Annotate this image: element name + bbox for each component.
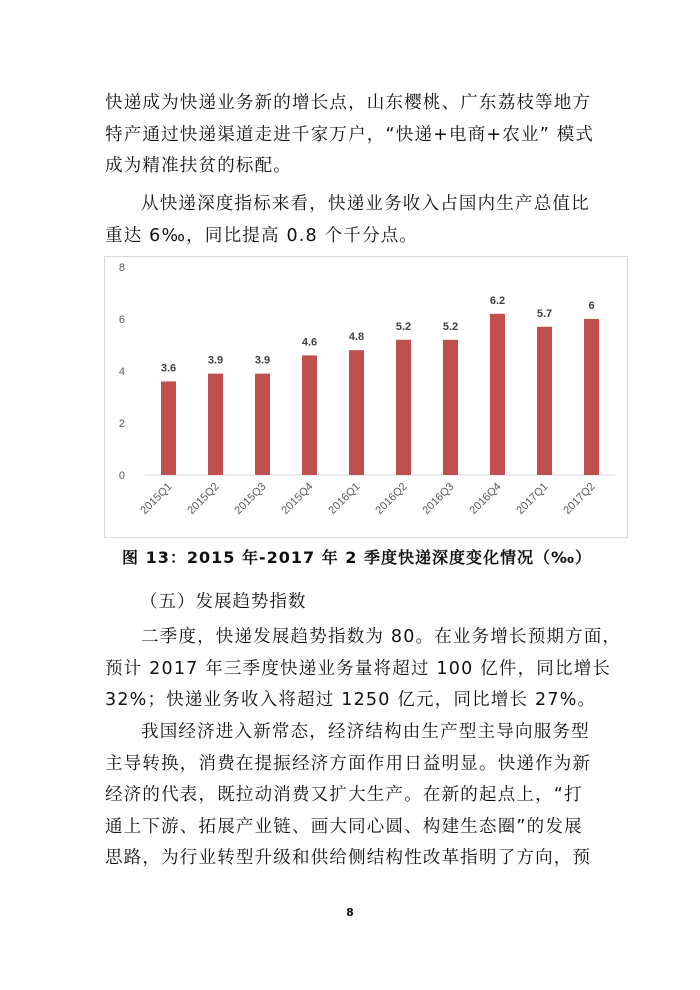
text-line: 预计 2017 年三季度快递业务量将超过 100 亿件，同比增长 — [105, 658, 612, 679]
page-number: 8 — [346, 906, 354, 919]
text-line: 成为精准扶贫的标配。 — [105, 156, 292, 176]
x-tick-label: 2017Q1 — [514, 480, 551, 517]
data-label: 6.2 — [489, 294, 506, 307]
x-tick-label: 2017Q2 — [561, 480, 598, 517]
bar — [161, 381, 176, 475]
text-line: 主导转换，消费在提振经济方面作用日益明显。快递作为新 — [105, 753, 592, 774]
data-label: 3.6 — [160, 362, 177, 375]
text-line: 特产通过快递渠道走进千家万户，“快递+电商+农业” 模式 — [105, 124, 595, 145]
x-tick-label: 2015Q2 — [185, 480, 222, 517]
text-line: 32%；快递业务收入将超过 1250 亿元，同比增长 27%。 — [105, 690, 597, 710]
y-tick-label: 4 — [118, 366, 125, 378]
bar-chart — [104, 256, 628, 538]
data-label: 3.9 — [254, 354, 271, 367]
data-label: 5.7 — [536, 307, 553, 320]
text-line: 快递成为快递业务新的增长点，山东樱桃、广东荔枝等地方 — [105, 93, 592, 113]
text-line: 通上下游、拓展产业链、画大同心圆、构建生态圈”的发展 — [105, 816, 583, 837]
paragraph-2 — [105, 189, 605, 252]
text-line: 二季度，快递发展趋势指数为 80。在业务增长预期方面， — [141, 627, 622, 647]
bar — [255, 374, 270, 475]
x-tick-label: 2016Q2 — [373, 480, 410, 517]
text-line: 思路，为行业转型升级和供给侧结构性改革指明了方向，预 — [105, 848, 592, 868]
bar — [302, 355, 317, 475]
bar — [537, 327, 552, 475]
y-tick-label: 0 — [118, 470, 125, 482]
x-tick-label: 2015Q3 — [232, 480, 269, 517]
data-label: 3.9 — [207, 354, 224, 367]
paragraph-1 — [105, 88, 605, 183]
y-tick-label: 2 — [118, 418, 125, 430]
bar — [490, 314, 505, 475]
y-tick-label: 6 — [118, 314, 125, 326]
text-line: 重达 6‰，同比提高 0.8 个千分点。 — [105, 225, 419, 246]
data-label: 4.6 — [301, 336, 318, 349]
data-label: 4.8 — [348, 331, 365, 344]
bar — [396, 340, 411, 475]
data-label: 6 — [588, 300, 595, 312]
data-label: 5.2 — [395, 320, 412, 333]
text-line: 从快递深度指标来看，快递业务收入占国内生产总值比 — [141, 194, 590, 214]
bar — [349, 350, 364, 475]
figure-caption: 图 13：2015 年-2017 年 2 季度快递深度变化情况（‰） — [122, 548, 592, 567]
x-tick-label: 2015Q4 — [279, 480, 316, 517]
x-tick-label: 2015Q1 — [138, 480, 175, 517]
y-tick-label: 8 — [118, 262, 125, 274]
text-line: 经济的代表，既拉动消费又扩大生产。在新的起点上，“打 — [105, 785, 583, 805]
x-tick-label: 2016Q4 — [467, 480, 504, 517]
chart-canvas — [105, 257, 627, 537]
bar — [208, 374, 223, 475]
x-tick-label: 2016Q1 — [326, 480, 363, 517]
paragraph-4 — [105, 717, 605, 875]
text-line: 我国经济进入新常态，经济结构由生产型主导向服务型 — [141, 722, 590, 742]
section-heading: （五）发展趋势指数 — [140, 592, 307, 612]
bar — [584, 319, 599, 475]
data-label: 5.2 — [442, 320, 459, 333]
x-tick-label: 2016Q3 — [420, 480, 457, 517]
paragraph-3 — [105, 622, 622, 717]
bar — [443, 340, 458, 475]
